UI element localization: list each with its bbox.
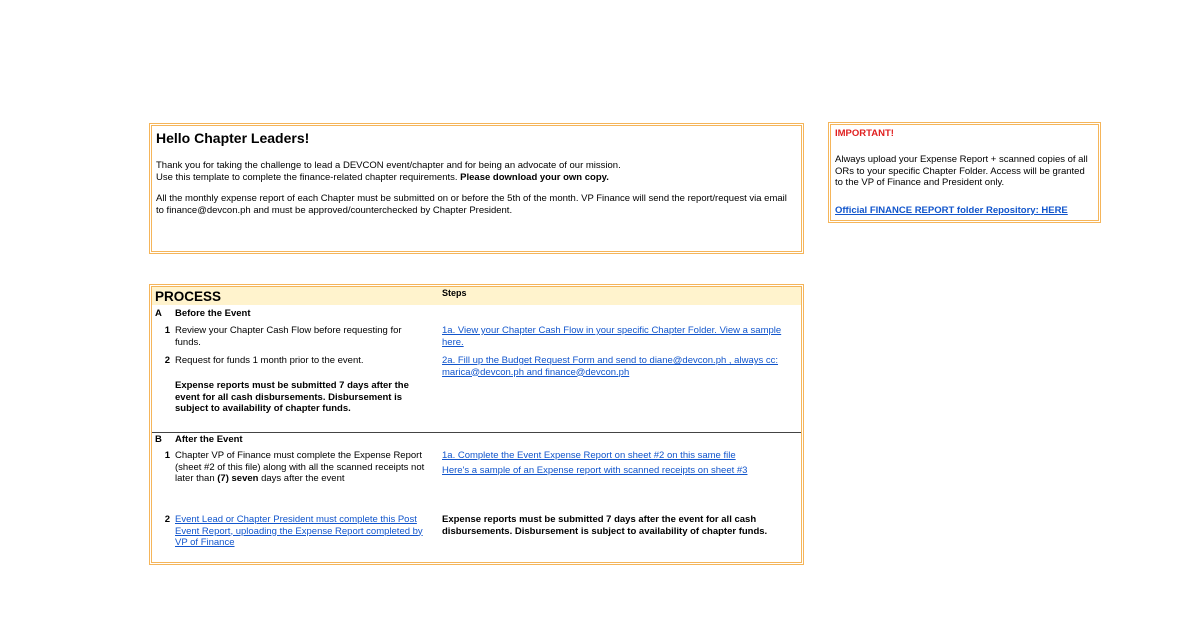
important-body: Always upload your Expense Report + scanned copies of all ORs to your specific Chapter Folder. Access will be granted to the VP of Finance and President only. <box>835 154 1088 188</box>
section-b-item-2-number: 2 <box>164 514 170 525</box>
intro-line-1: Thank you for taking the challenge to lead a DEVCON event/chapter and for being an advocate of our mission. <box>156 160 621 171</box>
process-box <box>149 284 804 565</box>
complete-expense-report-step[interactable]: 1a. Complete the Event Expense Report on <box>442 450 628 461</box>
section-b-item-1-days: (7) seven <box>217 473 259 484</box>
sample-expense-report-link[interactable]: Here's a sample of an Expense report with scanned receipts on sheet #3 <box>442 465 748 476</box>
section-a-item-1-text: Review your Chapter Cash Flow before requesting for funds. <box>175 325 402 348</box>
important-title: IMPORTANT! <box>835 128 894 139</box>
sheet-2-link[interactable]: sheet #2 on this same file <box>627 450 736 461</box>
section-a-item-1-number: 1 <box>164 325 170 336</box>
section-b-item-1-post: days after the event <box>258 473 345 484</box>
intro-paragraph-1 <box>156 160 797 184</box>
process-header-row <box>152 287 801 305</box>
section-b-item-1-pre: Chapter VP of Finance must complete the Expense Report (sheet #2 of this file) along with all the scanned receipts not later than <box>175 450 425 484</box>
intro-paragraph-2: All the monthly expense report of each Chapter must be submitted on or before the 5th of the month. VP Finance will send the report/request via email to finance@devcon.ph and must be approved/counterchecked by Chapter President. <box>156 193 787 216</box>
steps-header: Steps <box>442 288 467 298</box>
section-a-item-2-text: Request for funds 1 month prior to the event. <box>175 355 364 366</box>
intro-download-note: Please download your own copy. <box>460 172 609 183</box>
finance-repository-link[interactable]: Official FINANCE REPORT folder Repository: HERE <box>835 204 1068 216</box>
section-a-letter: A <box>155 308 162 319</box>
section-b-step-2: Expense reports must be submitted 7 days after the event for all cash disbursements. Disbursement is subject to availability of chapter funds. <box>442 514 768 537</box>
section-b-label: After the Event <box>175 434 243 445</box>
intro-box <box>149 123 804 254</box>
important-box <box>828 122 1101 223</box>
section-a-note: Expense reports must be submitted 7 days after the event for all cash disbursements. Disbursement is subject to availability of chapter funds. <box>175 380 409 414</box>
section-b-item-1-text <box>175 450 425 485</box>
section-b-step-1 <box>442 450 792 462</box>
intro-line-2: Use this template to complete the finance-related chapter requirements. <box>156 172 461 183</box>
section-a-item-2-number: 2 <box>164 355 170 366</box>
budget-request-link[interactable]: 2a. Fill up the Budget Request Form and send to diane@devcon.ph , always cc: marica@devcon.ph and finance@devcon.ph <box>442 355 779 378</box>
intro-greeting: Hello Chapter Leaders! <box>156 130 310 146</box>
section-b-letter: B <box>155 434 162 445</box>
section-divider <box>152 432 801 433</box>
section-b-item-1-number: 1 <box>164 450 170 461</box>
process-title: PROCESS <box>155 289 222 304</box>
post-event-report-link[interactable]: Event Lead or Chapter President must complete this Post Event Report, uploading the Expense Report completed by VP of Finance <box>175 514 423 548</box>
section-a-label: Before the Event <box>175 308 251 319</box>
cash-flow-link[interactable]: 1a. View your Chapter Cash Flow in your specific Chapter Folder. View a sample here. <box>442 325 782 348</box>
